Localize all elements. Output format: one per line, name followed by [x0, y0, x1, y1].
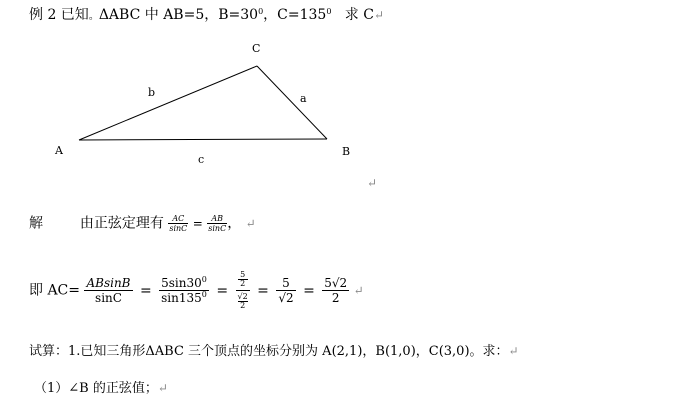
fraction-numerator: AC [168, 214, 188, 224]
side-a-line [257, 66, 327, 139]
paragraph-mark: ↵ [353, 283, 364, 298]
nested-denominator-bottom: 2 [238, 301, 248, 310]
fraction-denominator: √2 [278, 291, 294, 305]
fraction-denominator: sinC [95, 291, 122, 305]
exercise-text: 试算：1.已知三角形ΔABC 三个顶点的坐标分别为 A(2,1)，B(1,0)，C(3,0)。求： [29, 344, 509, 359]
fraction-denominator: 2 [331, 291, 340, 305]
paragraph-mark: ↵ [245, 216, 256, 231]
degree-superscript: 0 [201, 275, 207, 284]
result-lead: 即 AC= [29, 282, 81, 299]
paragraph-mark: ↵ [373, 8, 385, 22]
equals-sign: = [303, 282, 315, 299]
paragraph-mark: ↵ [508, 344, 519, 358]
equals-sign: = [192, 216, 203, 231]
fraction-numerator: AB [207, 214, 227, 224]
degree-superscript: 0 [201, 290, 207, 299]
side-a-label: a [300, 92, 307, 105]
fraction-numerator: 5 [276, 276, 295, 291]
result-fraction-3 [236, 271, 250, 310]
solution-text: 由正弦定理有 [79, 215, 164, 232]
side-b-label: b [148, 86, 156, 99]
question-1-line [34, 379, 168, 398]
fraction-denominator: sinC [208, 224, 227, 233]
fraction-denominator: sinC [169, 224, 188, 233]
vertex-b-label: B [342, 145, 351, 158]
paragraph-mark: ↵ [157, 381, 168, 395]
fraction-denominator [159, 291, 209, 305]
side-c-label: c [198, 153, 205, 166]
numerator-text: 5sin30 [161, 276, 202, 290]
solution-line [29, 214, 256, 233]
vertex-a-label: A [55, 144, 63, 157]
example-triangle: ΔABC 中 AB=5，B=30 [98, 7, 259, 23]
vertex-c-label: C [252, 42, 261, 55]
result-fraction-2 [159, 276, 209, 305]
question-1-text: （1）∠B 的正弦值； [34, 381, 158, 396]
nested-numerator-top: 5 [240, 270, 246, 279]
fraction-denominator [236, 291, 250, 310]
nested-denominator-top: √2 [237, 292, 248, 301]
side-c-line [79, 139, 327, 140]
exercise-line [29, 342, 519, 361]
sine-rule-fraction-right [207, 214, 227, 233]
fraction-numerator [236, 271, 250, 291]
example-mid: ，C=135 [263, 7, 327, 23]
degree-superscript-1: 0 [258, 7, 264, 16]
example-ask: 求 C [344, 7, 374, 23]
result-fraction-4 [276, 276, 295, 305]
example-prefix: 例 2 已知 [29, 7, 89, 23]
fraction-numerator: ABsinB [86, 276, 131, 290]
fraction-numerator [159, 276, 209, 291]
result-line [29, 271, 364, 310]
equals-sign: = [139, 282, 152, 299]
result-fraction-5 [322, 276, 349, 305]
fraction-numerator: 5√2 [324, 276, 348, 290]
solution-tail: ， [227, 215, 242, 232]
side-b-line [79, 66, 257, 140]
figure-paragraph-mark: ↵ [367, 176, 378, 190]
equals-sign: = [257, 282, 269, 299]
anchor-mark: 。 [88, 11, 99, 22]
equals-sign: = [216, 282, 229, 299]
nested-numerator-bottom: 2 [238, 279, 248, 288]
solution-label: 解 [29, 215, 43, 232]
degree-superscript-2: 0 [326, 7, 332, 16]
result-fraction-1 [84, 276, 132, 305]
denominator-text: sin135 [161, 291, 202, 305]
sine-rule-fraction-left [168, 214, 188, 233]
